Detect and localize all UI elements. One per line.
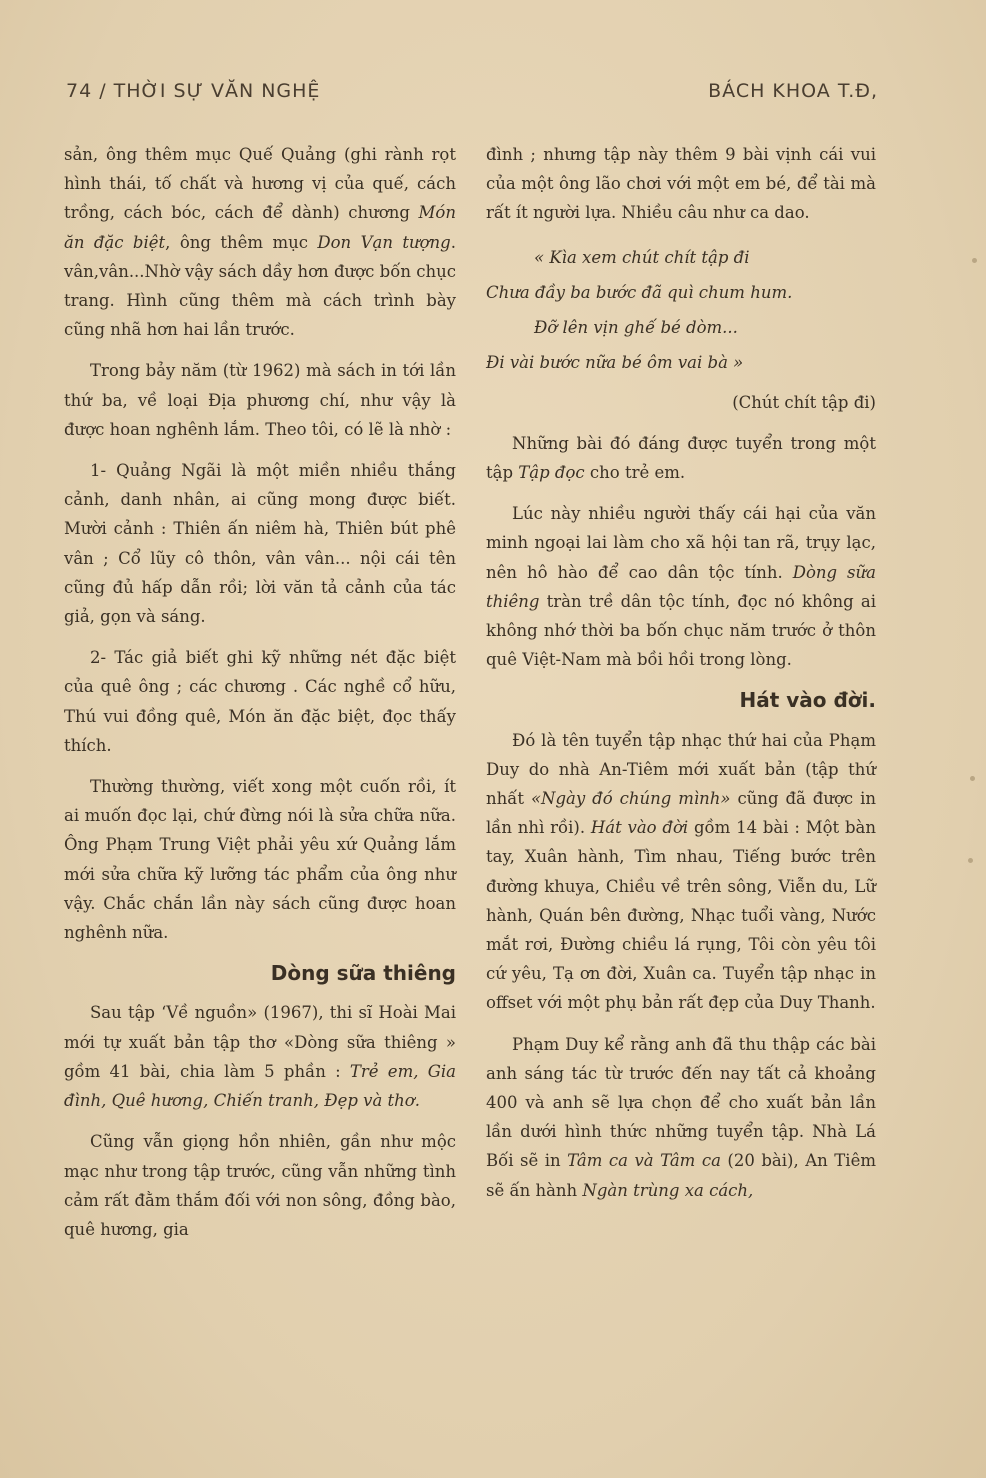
verse-line: Đi vài bước nữa bé ôm vai bà » bbox=[486, 352, 744, 372]
magazine-title: BÁCH KHOA T.Đ, bbox=[708, 80, 878, 102]
paragraph: 1- Quảng Ngãi là một miền nhiều thắng cảnh, danh nhân, ai cũng mong được biết. Mười cảnh : Thiên ấn niêm hà, Thiên bút phê vân ; Cổ lũy cô thôn, vân vân... nội cái tên cũng đủ hấp dẫn rồi; lời văn tả cảnh của tác giả, gọn và sáng. bbox=[64, 461, 456, 627]
verse-line: Đỡ lên vịn ghế bé dòm... bbox=[534, 317, 738, 337]
right-column bbox=[486, 140, 876, 1217]
paragraph: Trong bảy năm (từ 1962) mà sách in tới lần thứ ba, về loại Địa phương chí, như vậy là được hoan nghênh lắm. Theo tôi, có lẽ là nhờ : bbox=[64, 361, 456, 439]
running-header bbox=[66, 80, 878, 102]
paragraph: 2- Tác giả biết ghi kỹ những nét đặc biệt của quê ông ; các chương . Các nghề cổ hữu, Thú vui đồng quê, Món ăn đặc biệt, đọc thấy thích. bbox=[64, 648, 456, 755]
paragraph: đình ; nhưng tập này thêm 9 bài vịnh cái vui của một ông lão chơi với một em bé, để tài mà rất ít người lựa. Nhiều câu như ca dao. bbox=[486, 145, 876, 223]
page-number-title: 74 / THỜI SỰ VĂN NGHỆ bbox=[66, 80, 321, 102]
section-heading: Hát vào đời. bbox=[739, 688, 876, 713]
paragraph: sản, ông thêm mục Quế Quảng (ghi rành rọt hình thái, tố chất và hương vị của quế, cách trồng, cách bóc, cách để dành) chương Món ăn đặc biệt, ông thêm mục Don Vạn tượng. vân,vân...Nhờ vậy sách dầy hơn được bốn chục trang. Hình cũng thêm mà cách trình bày cũng nhã hơn hai lần trước. bbox=[64, 145, 456, 340]
paper-speck bbox=[968, 858, 973, 863]
paper-speck bbox=[972, 258, 977, 263]
verse-line: « Kìa xem chút chít tập đi bbox=[534, 247, 750, 267]
paragraph: Cũng vẫn giọng hồn nhiên, gần như mộc mạc như trong tập trước, cũng vẫn những tình cảm rất đằm thắm đối với non sông, đồng bào, quê hương, gia bbox=[64, 1132, 456, 1239]
verse-line: Chưa đầy ba bước đã quì chum hum. bbox=[486, 282, 793, 302]
paragraph: Phạm Duy kể rằng anh đã thu thập các bài anh sáng tác từ trước đến nay tất cả khoảng 400 và anh sẽ lựa chọn để cho xuất bản lần lần dưới hình thức những tuyển tập. Nhà Lá Bối sẽ in Tâm ca và Tâm ca (20 bài), An Tiêm sẽ ấn hành Ngàn trùng xa cách, bbox=[486, 1034, 876, 1200]
paper-speck bbox=[970, 776, 975, 781]
left-column bbox=[64, 140, 456, 1256]
poem-quote bbox=[486, 240, 876, 380]
poem-source: (Chút chít tập đi) bbox=[732, 392, 876, 412]
paragraph: Đó là tên tuyển tập nhạc thứ hai của Phạm Duy do nhà An-Tiêm mới xuất bản (tập thứ nhất «Ngày đó chúng mình» cũng đã được in lần nhì rồi). Hát vào đời gồm 14 bài : Một bàn tay, Xuân hành, Tìm nhau, Tiếng bước trên đường khuya, Chiều về trên sông, Viễn du, Lữ hành, Quán bên đường, Nhạc tuổi vàng, Nước mắt rơi, Đường chiều lá rụng, Tôi còn yêu tôi cứ yêu, Tạ ơn đời, Xuân ca. Tuyển tập nhạc in offset với một phụ bản rất đẹp của Duy Thanh. bbox=[486, 730, 876, 1013]
paragraph: Lúc này nhiều người thấy cái hại của văn minh ngoại lai làm cho xã hội tan rã, trụy lạc, nên hô hào để cao dân tộc tính. Dòng sữa thiêng tràn trề dân tộc tính, đọc nó không ai không nhớ thời ba bốn chục năm trước ở thôn quê Việt-Nam mà bồi hồi trong lòng. bbox=[486, 504, 876, 670]
section-heading: Dòng sữa thiêng bbox=[270, 961, 456, 986]
paragraph: Thường thường, viết xong một cuốn rồi, ít ai muốn đọc lại, chứ đừng nói là sửa chữa nữa. Ông Phạm Trung Việt phải yêu xứ Quảng lắm mới sửa chữa kỹ lưỡng tác phẩm của ông như vậy. Chắc chắn lần này sách cũng được hoan nghênh nữa. bbox=[64, 777, 456, 943]
paragraph: Những bài đó đáng được tuyển trong một tập Tập đọc cho trẻ em. bbox=[486, 433, 876, 483]
paragraph: Sau tập ‘Về nguồn» (1967), thi sĩ Hoài Mai mới tự xuất bản tập thơ «Dòng sữa thiêng » gồm 41 bài, chia làm 5 phần : Trẻ em, Gia đình, Quê hương, Chiến tranh, Đẹp và thơ. bbox=[64, 1003, 457, 1111]
